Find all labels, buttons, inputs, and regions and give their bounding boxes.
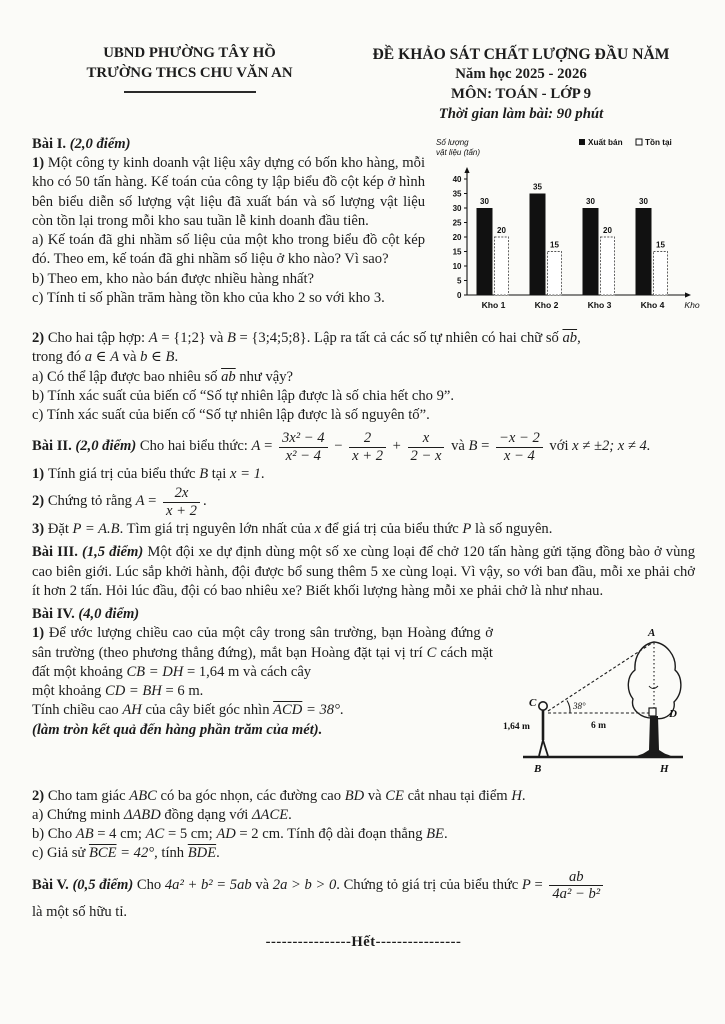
- bai4-2-item-a: a) Chứng minh ΔABD đồng dạng với ΔACE.: [32, 806, 292, 823]
- section-bai-1: [32, 135, 700, 426]
- bai2-heading: Bài II. (2,0 điểm) Cho hai biểu thức: A = $\frac{\text{3x² − 4}}{\text{x² − 4}}$ − $\frac{2}{x + 2}$ + $\frac{x}{2 - x}$ và B = $\frac{-x - 2}{x - 4}$ với x ≠ ±2; x ≠ 4.: [32, 430, 651, 464]
- observer-leg-left: [539, 740, 543, 756]
- section-bai-4: [32, 605, 695, 864]
- legend-label-xuat-ban: Xuất bán: [588, 137, 623, 147]
- label-point-c: C: [529, 697, 537, 710]
- x-axis-label: Kho: [684, 299, 700, 310]
- header-rule: [124, 91, 256, 93]
- bar-value-label: 30: [639, 196, 648, 206]
- bai4-heading: Bài IV. (4,0 điểm): [32, 606, 140, 623]
- end-of-exam-line: ----------------Hết----------------: [265, 933, 462, 950]
- fraction: $\frac{ab}{\text{4a² − b²}}$: [549, 869, 603, 903]
- bar-value-label: 35: [533, 182, 542, 192]
- x-category-label: Kho 2: [534, 299, 559, 310]
- observer-leg-right: [543, 740, 548, 756]
- bai1-2-item-b: b) Tính xác suất của biến cố “Số tự nhiên lập được là số chia hết cho 9”.: [32, 387, 455, 404]
- y-tick-label: 0: [457, 290, 462, 300]
- label-point-a: A: [648, 627, 656, 640]
- label-eye-height: 1,64 m: [503, 722, 530, 733]
- y-tick-label: 20: [452, 232, 462, 242]
- header-org-line1: UBND PHƯỜNG TÂY HỒ: [103, 45, 276, 61]
- x-category-label: Kho 3: [587, 299, 612, 310]
- legend-label-ton-tai: Tồn tại: [645, 137, 672, 147]
- bai2-item-3: 3) Đặt P = A.B. Tìm giá trị nguyên lớn nhất của x để giá trị của biểu thức P là số nguyên.: [32, 521, 553, 538]
- label-point-h: H: [660, 763, 669, 776]
- fraction: $\frac{2x}{x + 2}$: [163, 485, 200, 519]
- y-tick-label: 5: [457, 276, 462, 286]
- bar-ton-tai: [601, 237, 615, 295]
- label-distance: 6 m: [591, 721, 607, 732]
- bai1-item-b: b) Theo em, kho nào bán được nhiều hàng nhất?: [32, 270, 315, 287]
- bar-value-label: 20: [497, 225, 506, 235]
- tree-trunk: [641, 716, 667, 755]
- exam-duration: Thời gian làm bài: 90 phút: [438, 105, 604, 122]
- legend-marker-ton-tai-icon: [636, 139, 642, 145]
- bai4-item-1-note: (làm tròn kết quả đến hàng phần trăm của mét).: [32, 721, 323, 738]
- point-d-marker: [649, 708, 656, 716]
- label-point-d: D: [669, 708, 677, 721]
- bai1-item-a: a) Kế toán đã ghi nhầm số liệu của một kho trong biểu đồ cột kép đó. Theo em, kế toán đã ghi nhầm số liệu ở kho nào? Vì sao?: [32, 232, 425, 268]
- y-tick-label: 10: [452, 261, 462, 271]
- bar-chart: [433, 135, 700, 327]
- y-axis-label: vật liệu (tấn): [436, 147, 481, 157]
- y-tick-label: 30: [452, 203, 462, 213]
- bar-value-label: 15: [656, 240, 665, 250]
- bar-xuat-ban: [583, 208, 599, 295]
- sight-line-c-to-a: [548, 643, 652, 711]
- bai1-item-c: c) Tính tỉ số phần trăm hàng tồn kho của kho 2 so với kho 3.: [32, 289, 385, 306]
- fraction: $\frac{-x - 2}{x - 4}$: [496, 430, 543, 464]
- bai1-2-item-c: c) Tính xác suất của biến cố “Số tự nhiên lập được là số nguyên tố”.: [32, 407, 430, 424]
- bai4-item-1-question: Tính chiều cao AH của cây biết góc nhìn $\overline{ACD} = 38^\circ$.: [32, 702, 344, 719]
- header-school-block: [32, 44, 347, 125]
- bar-xuat-ban: [530, 193, 546, 295]
- bai1-paragraph-2-line2: trong đó a ∈ A và b ∈ B.: [32, 349, 179, 366]
- fraction: $\frac{x}{2 - x}$: [408, 430, 445, 464]
- bai4-item-2: 2) Cho tam giác ABC có ba góc nhọn, các đường cao BD và CE cắt nhau tại điểm H.: [32, 787, 526, 804]
- bar-value-label: 15: [550, 240, 559, 250]
- y-tick-label: 40: [452, 174, 462, 184]
- angle-arc: [567, 701, 570, 714]
- bai3-paragraph: Bài III. (1,5 điểm) Một đội xe dự định dùng một số xe cùng loại để chở 120 tấn hàng gửi tặng đồng bào ở vùng cao biên giới. Lúc sắp khởi hành, đội được bổ sung thêm 5 xe cùng loại. Vì vậy, so với ban đầu, mỗi xe phải chở ít hơn 2 tấn. Hỏi lúc đầu, đội có bao nhiêu xe? Biết khối lượng hàng mỗi xe phải chở là như nhau.: [32, 544, 695, 599]
- bar-ton-tai: [654, 251, 668, 295]
- header-org-line2: TRƯỜNG THCS CHU VĂN AN: [86, 64, 293, 81]
- bar-xuat-ban: [477, 208, 493, 295]
- bar-ton-tai: [495, 237, 509, 295]
- y-axis-arrow: [464, 167, 469, 173]
- exam-subject: MÔN: TOÁN - LỚP 9: [450, 86, 592, 103]
- bar-value-label: 30: [586, 196, 595, 206]
- bai4-item-1: 1) Để ước lượng chiều cao của một cây trong sân trường, bạn Hoàng đứng ở sân trường (theo phương thẳng đứng), mắt bạn Hoàng đặt tại vị trí C cách mặt đất một khoảng CB = DH = 1,64 m và cách cây: [32, 625, 493, 680]
- bai1-2-item-a: a) Có thể lập được bao nhiêu số $\overline{ab}$ như vậy?: [32, 368, 294, 385]
- bar-value-label: 30: [480, 196, 489, 206]
- bai2-item-2: 2) Chứng tỏ rằng A = $\frac{2x}{x + 2}$ .: [32, 485, 207, 519]
- bai4-2-item-b: b) Cho AB = 4 cm; AC = 5 cm; AD = 2 cm. Tính độ dài đoạn thẳng BE.: [32, 826, 448, 843]
- y-tick-label: 25: [452, 218, 462, 228]
- bai1-heading: Bài I. (2,0 điểm): [32, 135, 131, 152]
- bai5-heading: Bài V. (0,5 điểm) Cho 4a² + b² = 5ab và 2a > b > 0. Chứng tỏ giá trị của biểu thức P = $\frac{ab}{\text{4a² − b²}}$: [32, 868, 695, 904]
- bar-value-label: 20: [603, 225, 612, 235]
- header: [32, 44, 695, 125]
- exam-title: ĐỀ KHẢO SÁT CHẤT LƯỢNG ĐẦU NĂM: [372, 46, 670, 63]
- geometry-figure: [503, 626, 695, 784]
- label-angle: 38°: [573, 701, 586, 712]
- fraction: $\frac{\text{3x² − 4}}{\text{x² − 4}}$: [279, 430, 328, 464]
- header-exam-block: [347, 44, 695, 125]
- bai5-line2: là một số hữu tỉ.: [32, 904, 128, 921]
- observer-head: [539, 702, 547, 710]
- tree-base: [635, 752, 673, 757]
- bar-xuat-ban: [636, 208, 652, 295]
- section-bai-3: [32, 543, 695, 601]
- section-bai-5: [32, 868, 695, 923]
- y-tick-label: 15: [452, 247, 462, 257]
- x-category-label: Kho 1: [481, 299, 506, 310]
- label-point-b: B: [534, 763, 542, 776]
- bar-ton-tai: [548, 251, 562, 295]
- section-bai-2: [32, 429, 695, 539]
- bai4-2-item-c: c) Giả sử $\overline{BCE} = 42^\circ$, tính $\overline{BDE}$.: [32, 845, 220, 862]
- legend-marker-xuat-ban-icon: [579, 139, 585, 145]
- x-category-label: Kho 4: [640, 299, 665, 310]
- exam-year: Năm học 2025 - 2026: [455, 66, 587, 83]
- bai1-paragraph-1: 1) Một công ty kinh doanh vật liệu xây dựng có bốn kho hàng, mỗi kho có 50 tấn hàng. Kế toán của công ty lập biểu đồ cột kép ở hình bên biểu diễn số lượng vật liệu đã xuất bán và số lượng vật liệu còn tồn lại trong mỗi kho sau tuần lễ kinh doanh đầu tiên.: [32, 155, 425, 229]
- y-axis-label: Số lượng: [436, 137, 469, 147]
- y-tick-label: 35: [452, 189, 462, 199]
- bai4-item-1-line2: một khoảng CD = BH = 6 m.: [32, 683, 204, 700]
- fraction: $\frac{2}{x + 2}$: [349, 430, 386, 464]
- bai1-paragraph-2: 2) Cho hai tập hợp: A = {1;2} và B = {3;4;5;8}. Lập ra tất cả các số tự nhiên có hai chữ số $\overline{ab}$,: [32, 330, 581, 347]
- bai2-item-1: 1) Tính giá trị của biểu thức B tại x = 1.: [32, 466, 265, 483]
- x-axis-arrow: [685, 292, 691, 297]
